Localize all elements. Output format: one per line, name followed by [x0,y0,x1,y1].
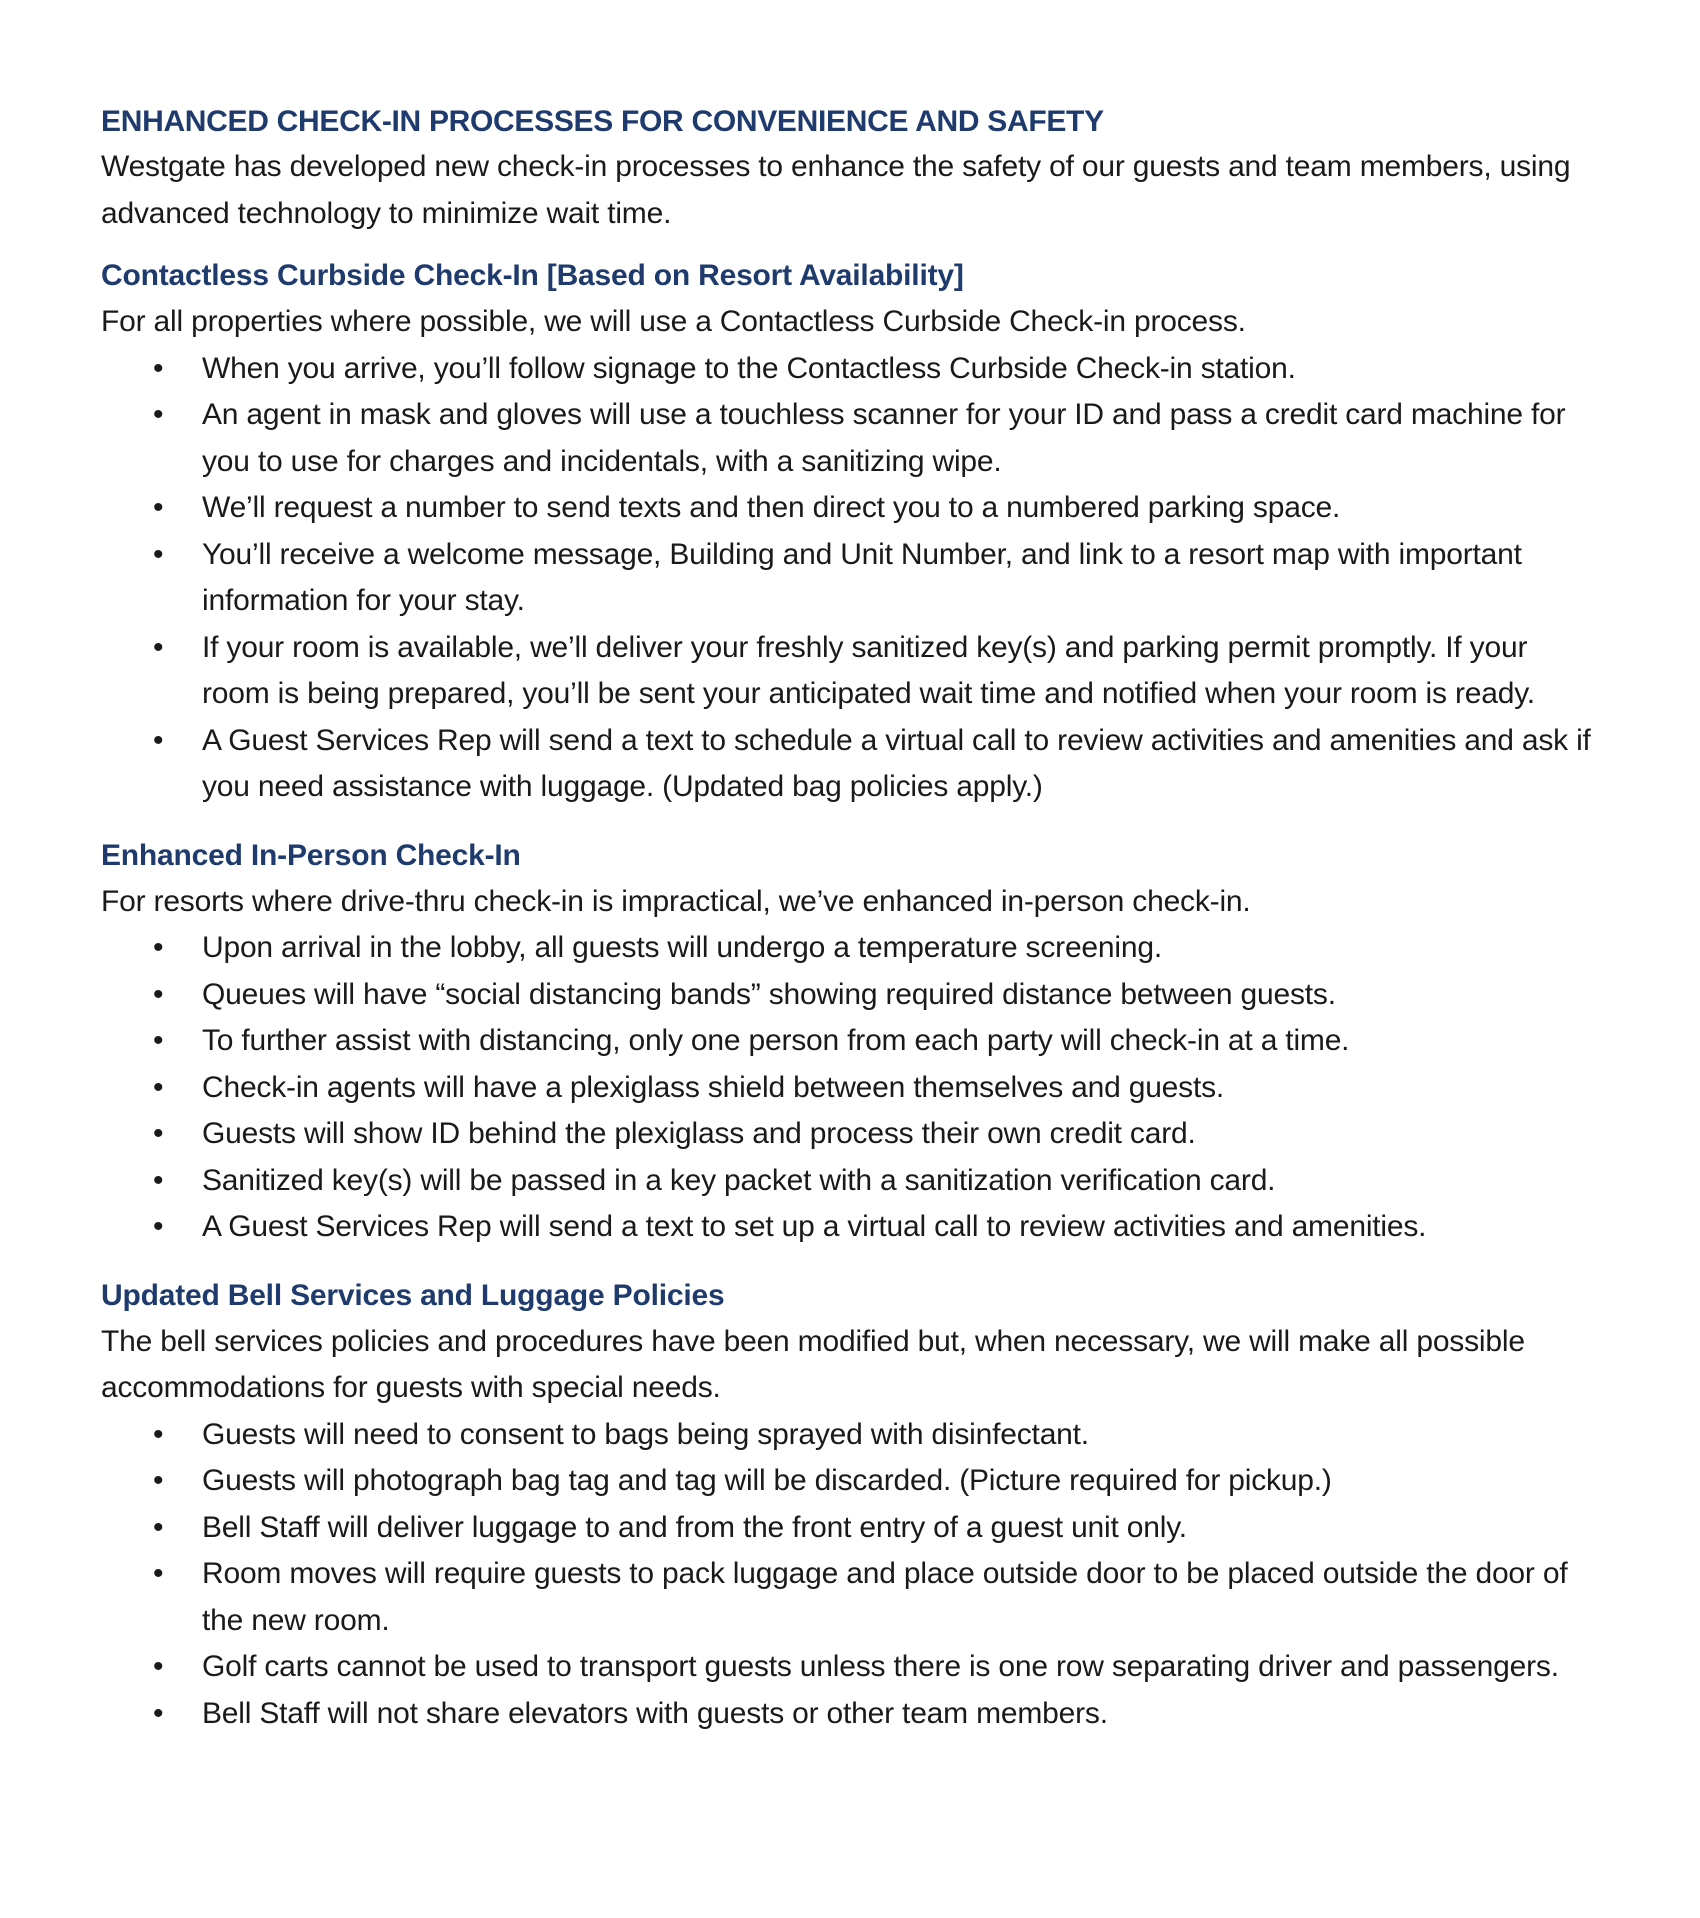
page-title: ENHANCED CHECK-IN PROCESSES FOR CONVENIENCE AND SAFETY [101,105,1104,138]
list-item [101,532,1601,625]
list-item [101,1204,1601,1251]
list-item-text: Guests will photograph bag tag and tag will be discarded. (Picture required for pickup.) [202,1464,1332,1497]
list-item-text: A Guest Services Rep will send a text to set up a virtual call to review activities and amenities. [202,1210,1427,1243]
section-lead: For all properties where possible, we will use a Contactless Curbside Check-in process. [101,305,1246,338]
list-item-text: Golf carts cannot be used to transport guests unless there is one row separating driver and passengers. [202,1650,1559,1683]
list-item-text: To further assist with distancing, only one person from each party will check-in at a time. [202,1024,1350,1057]
list-item [101,1458,1601,1505]
list-item-text: When you arrive, you’ll follow signage to the Contactless Curbside Check-in station. [202,351,1296,385]
section-lead: The bell services policies and procedures have been modified but, when necessary, we will make all possible accommodations for guests with special needs. [101,1324,1525,1404]
list-item-text: Bell Staff will not share elevators with guests or other team members. [202,1696,1108,1730]
bullet-icon: • [153,1210,164,1243]
list-item [101,392,1601,485]
list-item [101,485,1601,532]
list-item-text: Check-in agents will have a plexiglass shield between themselves and guests. [202,1070,1225,1104]
bullet-icon: • [153,1464,164,1497]
bullet-list [101,346,1601,811]
list-item [101,1111,1601,1158]
section-lead: For resorts where drive-thru check-in is impractical, we’ve enhanced in-person check-in. [101,884,1251,918]
bullet-icon: • [153,1696,164,1730]
bullet-icon: • [153,630,164,664]
intro-paragraph: Westgate has developed new check-in processes to enhance the safety of our guests and team members, using advanced technology to minimize wait time. [101,150,1571,230]
list-item [101,1505,1601,1552]
section-bell-services [101,1273,1601,1738]
bullet-icon: • [153,977,164,1011]
bullet-icon: • [153,398,164,431]
list-item [101,972,1601,1019]
bullet-icon: • [153,1024,164,1057]
bullet-icon: • [153,537,164,571]
bullet-icon: • [153,1117,164,1150]
bullet-icon: • [153,1510,164,1544]
document-page [101,100,1601,1737]
bullet-list [101,925,1601,1251]
list-item [101,346,1601,393]
bullet-icon: • [153,351,164,385]
list-item [101,1412,1601,1459]
list-item [101,1158,1601,1205]
list-item [101,625,1601,718]
list-item-text: You’ll receive a welcome message, Building and Unit Number, and link to a resort map with important information for your stay. [202,537,1522,617]
bullet-list [101,1412,1601,1738]
section-heading: Contactless Curbside Check-In [Based on Resort Availability] [101,259,964,292]
list-item-text: Sanitized key(s) will be passed in a key packet with a sanitization verification card. [202,1163,1276,1197]
list-item [101,1018,1601,1065]
bullet-icon: • [153,931,164,964]
bullet-icon: • [153,1163,164,1197]
list-item-text: Guests will show ID behind the plexiglass and process their own credit card. [202,1117,1196,1150]
bullet-icon: • [153,723,164,757]
bullet-icon: • [153,491,164,524]
list-item [101,1551,1601,1644]
list-item-text: A Guest Services Rep will send a text to schedule a virtual call to review activities and amenities and ask if you need assistance with luggage. (Updated bag policies apply.) [202,723,1591,803]
bullet-icon: • [153,1650,164,1683]
list-item-text: An agent in mask and gloves will use a touchless scanner for your ID and pass a credit card machine for you to use for charges and incidentals, with a sanitizing wipe. [202,398,1566,478]
section-in-person-checkin [101,833,1601,1251]
list-item [101,925,1601,972]
list-item-text: Guests will need to consent to bags being sprayed with disinfectant. [202,1417,1089,1451]
section-heading: Enhanced In-Person Check-In [101,838,521,872]
list-item [101,1065,1601,1112]
list-item-text: Queues will have “social distancing bands” showing required distance between guests. [202,977,1336,1011]
section-curbside-checkin [101,253,1601,811]
list-item-text: Upon arrival in the lobby, all guests will undergo a temperature screening. [202,931,1162,964]
list-item-text: We’ll request a number to send texts and then direct you to a numbered parking space. [202,491,1341,524]
section-heading: Updated Bell Services and Luggage Policies [101,1278,725,1312]
list-item-text: Bell Staff will deliver luggage to and from the front entry of a guest unit only. [202,1510,1187,1544]
list-item-text: If your room is available, we’ll deliver your freshly sanitized key(s) and parking permit promptly. If your room is being prepared, you’ll be sent your anticipated wait time and notified when your room is ready. [202,630,1535,710]
bullet-icon: • [153,1070,164,1104]
bullet-icon: • [153,1417,164,1451]
list-item [101,1691,1601,1738]
list-item [101,1644,1601,1691]
list-item [101,718,1601,811]
bullet-icon: • [153,1557,164,1590]
list-item-text: Room moves will require guests to pack luggage and place outside door to be placed outside the door of the new room. [202,1557,1568,1637]
